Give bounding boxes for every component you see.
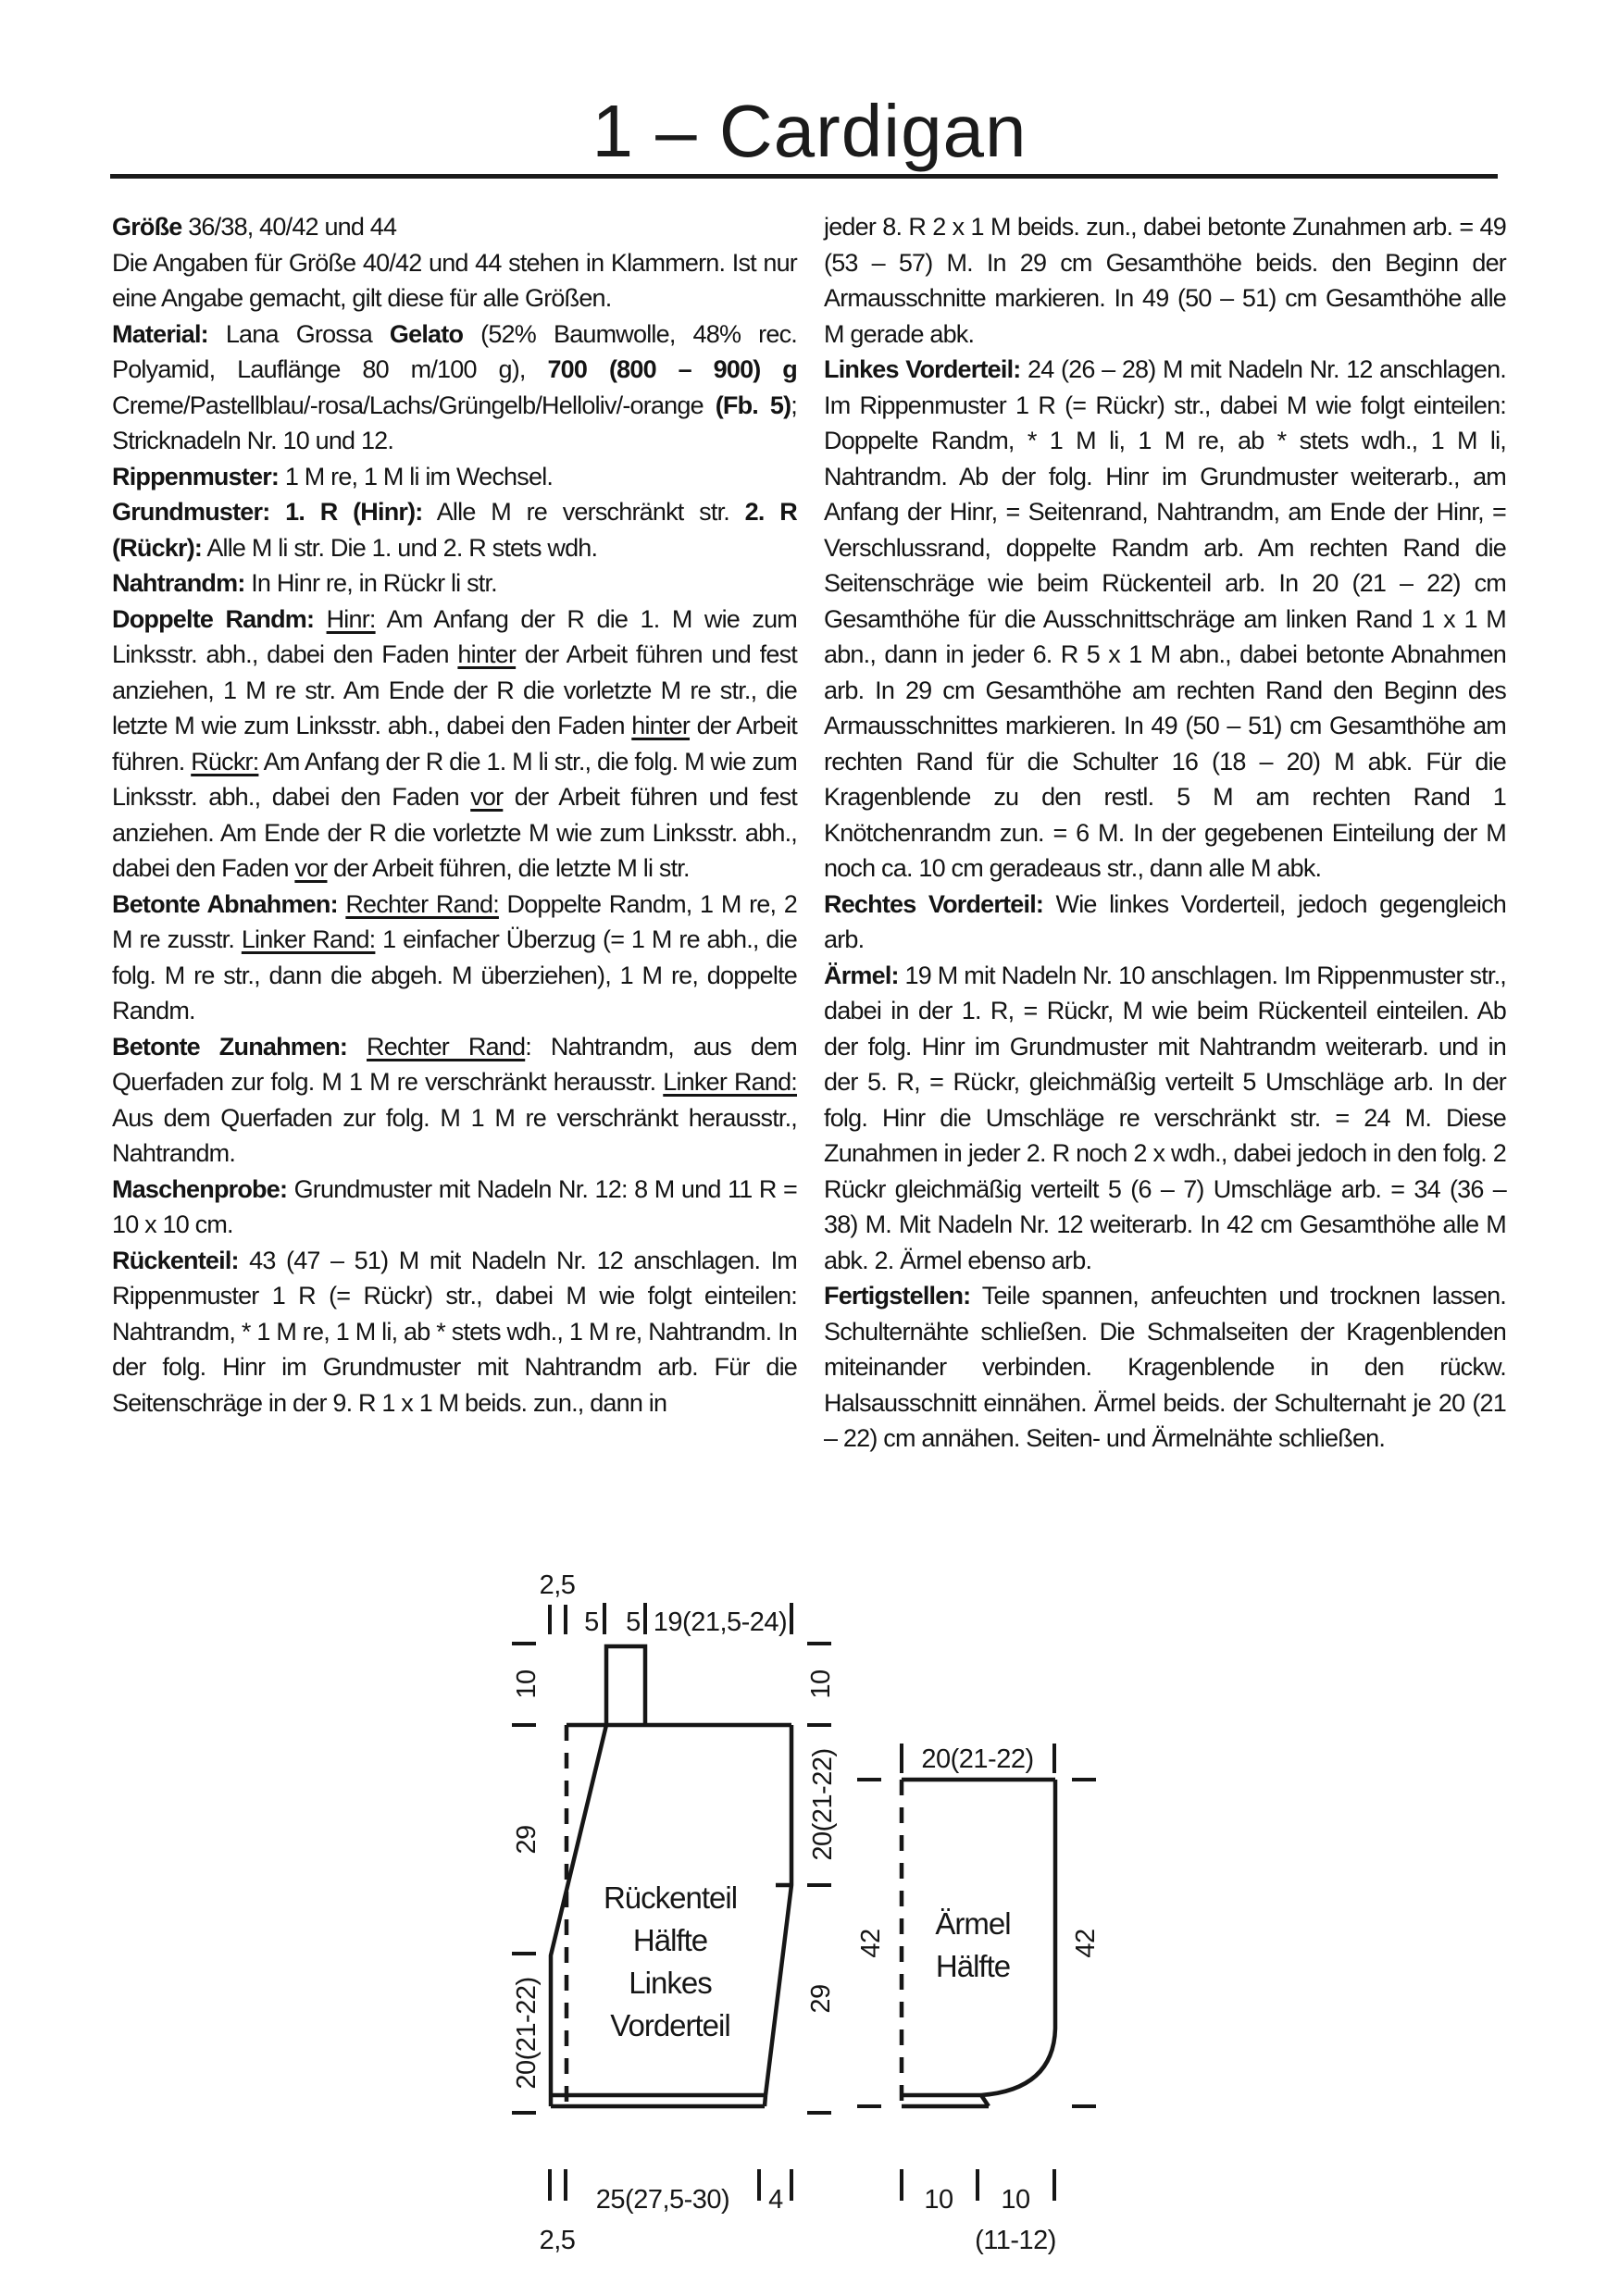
text-run: Größe (112, 213, 182, 241)
sleeve-right-42-label: 42 (1071, 1929, 1101, 1958)
sleeve-top-ruler (902, 1744, 1054, 1774)
back-right-10-label: 10 (806, 1669, 836, 1699)
text-run: (Fb. 5) (715, 391, 791, 419)
sleeve-bottom-10a-label: 10 (924, 2185, 953, 2215)
text-run: Material: (112, 319, 208, 348)
text-run: Linker Rand: (241, 925, 376, 953)
sleeve-left-42-label: 42 (856, 1929, 886, 1958)
text-run: Rippenmuster: (112, 462, 280, 490)
text-run: 19 M mit Nadeln Nr. 10 anschlagen. Im Rippenmuster str., dabei in der 1. R, = Rückr, M wie beim Rückenteil einteilen. Ab der folg. Hinr im Grundmuster mit Nahtrandm weiterarb. und in der 5. R, = Rückr, gleichmäßig verteilt 5 Umschläge arb. In der folg. Hinr die Umschläge re verschränkt str. = 24 M. Diese Zunahmen in jeder 2. R noch 2 x wdh., dabei jedoch in den folg. 2 Rückr gleichmäßig verteilt 5 (6 – 7) Umschläge arb. = 34 (36 – 38) M. Mit Nadeln Nr. 12 weiterarb. In 42 cm Gesamthöhe alle M abk. 2. Ärmel ebenso arb. (824, 961, 1506, 1274)
text-run: Grundmuster: 1. R (Hinr): (112, 498, 423, 526)
text-run: Rechtes Vorderteil: (824, 889, 1044, 918)
text-run: Am Anfang der R die 1. M wie zum Linksstr. abh., dabei den Faden (112, 604, 797, 668)
text-run: Maschenprobe: (112, 1174, 288, 1203)
back-bottom-2-5-label: 2,5 (539, 2226, 576, 2255)
back-bottom-width-label: 25(27,5-30) (595, 2185, 730, 2215)
text-run: Betonte Zunahmen: (112, 1032, 348, 1061)
text-run: (52% Baumwolle, 48% rec. Polyamid, Lauflänge 80 m/100 g), (112, 319, 797, 383)
back-top-width-label: 19(21,5-24) (653, 1607, 788, 1637)
text-run: Gelato (389, 319, 464, 348)
svg-text:Vorderteil: Vorderteil (610, 2008, 730, 2042)
back-top-5b-label: 5 (626, 1607, 641, 1637)
text-run: Fertigstellen: (824, 1282, 971, 1309)
text-run: der Arbeit führen und fest anziehen, 1 M re str. Am Ende der R die vorletzte M re str., die letzte M wie zum Linksstr. abh., dabei den Faden (112, 640, 797, 739)
text-run: hinter (631, 712, 691, 739)
text-run: Doppelte Randm: (112, 604, 315, 633)
sleeve-piece-label (935, 1906, 1010, 1983)
sleeve-top-width-label: 20(21-22) (921, 1744, 1034, 1774)
text-run: : Nahtrandm, aus dem Querfaden zur folg. M 1 M re verschränkt herausstr. (112, 1032, 797, 1096)
text-run: der Arbeit führen und fest anziehen. Am Ende der R die vorletzte M wie zum Linksstr. abh., dabei den Faden (112, 783, 797, 882)
text-run: Lana Grossa (207, 319, 390, 348)
back-bottom-4-label: 4 (768, 2185, 783, 2215)
text-run: In Hinr re, in Rückr li str. (244, 569, 497, 597)
text-run: 1 M re, 1 M li im Wechsel. (279, 462, 554, 490)
page-title: 1 – Cardigan (592, 90, 1027, 172)
text-run: Nahtrandm: (112, 569, 245, 597)
text-run: Rückenteil: (112, 1246, 239, 1274)
text-run: Doppelte Randm, 1 M re, 2 M re zusstr. (112, 889, 797, 953)
text-run: der Arbeit führen. (112, 712, 797, 776)
text-run: Betonte Abnahmen: (112, 889, 338, 918)
back-top-5a-label: 5 (584, 1607, 599, 1637)
text-run: 1 einfacher Überzug (= 1 M re abh., die folg. M re str., dann die abgeh. M überziehen), 1 M re, doppelte Randm. (112, 925, 797, 1024)
back-left-20-label: 20(21-22) (512, 1977, 542, 2090)
text-run: der Arbeit führen, die letzte M li str. (327, 854, 690, 882)
sleeve-bottom-11-12-label: (11-12) (975, 2226, 1056, 2255)
text-run: Teile spannen, anfeuchten und trocknen lassen. Schulternähte schließen. Die Schmalseiten der Kragenblenden miteinander verbinden. Kragenblende in den rückw. Halsausschnitt einnähen. Ärmel beids. der Schulternaht je 20 (21 – 22) cm annähen. Seiten- und Ärmelnähte schließen. (824, 1282, 1506, 1452)
back-right-29-label: 29 (806, 1984, 836, 2014)
text-run: hinter (457, 640, 517, 668)
back-top-2-5-label: 2,5 (539, 1570, 576, 1600)
text-run: Hinr: (326, 604, 376, 633)
back-left-ruler (512, 1644, 542, 2113)
text-run: Die Angaben für Größe 40/42 und 44 stehen in Klammern. Ist nur eine Angabe gemacht, gilt diese für alle Größen. (112, 248, 797, 312)
text-run: 36/38, 40/42 und 44 (181, 213, 397, 241)
text-run: Alle M li str. Die 1. und 2. R stets wdh. (202, 533, 598, 562)
text-run: Aus dem Querfaden zur folg. M 1 M re verschränkt herausstr., Nahtrandm. (112, 1103, 797, 1167)
back-bottom-ruler (540, 2169, 791, 2255)
text-run: Creme/Pastellblau/-rosa/Lachs/Grüngelb/Helloliv/-orange (112, 391, 716, 419)
svg-text:Hälfte: Hälfte (935, 1949, 1011, 1983)
back-piece-label (604, 1880, 737, 2042)
svg-text:Ärmel: Ärmel (935, 1906, 1011, 1941)
text-run: vor (294, 854, 328, 882)
svg-text:Hälfte: Hälfte (632, 1923, 708, 1957)
text-run: Linkes Vorderteil: (824, 355, 1021, 383)
text-run: 43 (47 – 51) M mit Nadeln Nr. 12 anschlagen. Im Rippenmuster 1 R (= Rückr) str., dabei M wie folgt einteilen: Nahtrandm, * 1 M re, 1 M li, ab * stets wdh., 1 M re, Nahtrandm. In der folg. Hinr im Grundmuster mit Nahtrandm arb. Für die Seitenschräge in der 9. R 1 x 1 M beids. zun., dann in (112, 1246, 797, 1417)
text-run: Rechter Rand: (345, 889, 499, 918)
text-run: 24 (26 – 28) M mit Nadeln Nr. 12 anschlagen. Im Rippenmuster 1 R (= Rückr) str., dabei M wie folgt einteilen: Doppelte Randm, * 1 M li, 1 M re, ab * stets wdh., 1 M li, Nahtrandm. Ab der folg. Hinr im Grundmuster weiterarb., am Anfang der Hinr, = Seitenrand, Nahtrandm, am Ende der Hinr, = Verschlussrand, doppelte Randm arb. Am rechten Rand die Seitenschräge wie beim Rückenteil arb. In 20 (21 – 22) cm Gesamthöhe für die Ausschnittschräge am linken Rand 1 x 1 M abn., dann in jeder 6. R 5 x 1 M abn., dabei betonte Abnahmen arb. In 29 cm Gesamthöhe am rechten Rand den Beginn des Armausschnittes markieren. In 49 (50 – 51) cm Gesamthöhe am rechten Rand für die Schulter 16 (18 – 20) M abk. Für die Kragenblende zu den restl. 5 M am rechten Rand 1 Knötchenrandm zun. = 6 M. In der gegebenen Einteilung der M noch ca. 10 cm geradeaus str., dann alle M abk. (824, 355, 1506, 882)
text-run: ; Stricknadeln Nr. 10 und 12. (112, 391, 797, 454)
back-top-ruler (540, 1570, 791, 1637)
svg-text:Rückenteil: Rückenteil (603, 1880, 738, 1915)
text-run: Alle M re verschränkt str. (422, 498, 745, 526)
text-run: Grundmuster mit Nadeln Nr. 12: 8 M und 11 R = 10 x 10 cm. (112, 1174, 797, 1238)
svg-text:Linkes: Linkes (629, 1966, 712, 2000)
back-right-20-label: 20(21-22) (808, 1748, 838, 1861)
text-run: Am Anfang der R die 1. M li str., die folg. M wie zum Linksstr. abh., dabei den Faden (112, 747, 797, 811)
text-run: vor (470, 783, 504, 811)
sleeve-bottom-ruler (902, 2169, 1056, 2255)
text-run: Ärmel: (824, 961, 899, 989)
text-run: Rückr: (191, 747, 259, 776)
back-left-29-label: 29 (512, 1825, 542, 1855)
back-left-10-label: 10 (512, 1669, 542, 1699)
sleeve-bottom-10b-label: 10 (1001, 2185, 1030, 2215)
text-run: Linker Rand: (663, 1068, 797, 1096)
sleeve-piece-outline (902, 1780, 1055, 2106)
text-run: 2. R (Rückr): (112, 498, 797, 562)
text-run: Wie linkes Vorderteil, jedoch gegengleich arb. (824, 889, 1506, 953)
text-run: Rechter Rand (367, 1032, 526, 1061)
back-right-ruler (806, 1644, 838, 2113)
text-run: jeder 8. R 2 x 1 M beids. zun., dabei betonte Zunahmen arb. = 49 (53 – 57) M. In 29 cm Gesamthöhe beids. den Beginn der Armausschnitte markieren. In 49 (50 – 51) cm Gesamthöhe alle M gerade abk. (824, 213, 1506, 348)
sleeve-side-rulers (856, 1780, 1101, 2106)
text-run: 700 (800 – 900) g (547, 355, 797, 383)
